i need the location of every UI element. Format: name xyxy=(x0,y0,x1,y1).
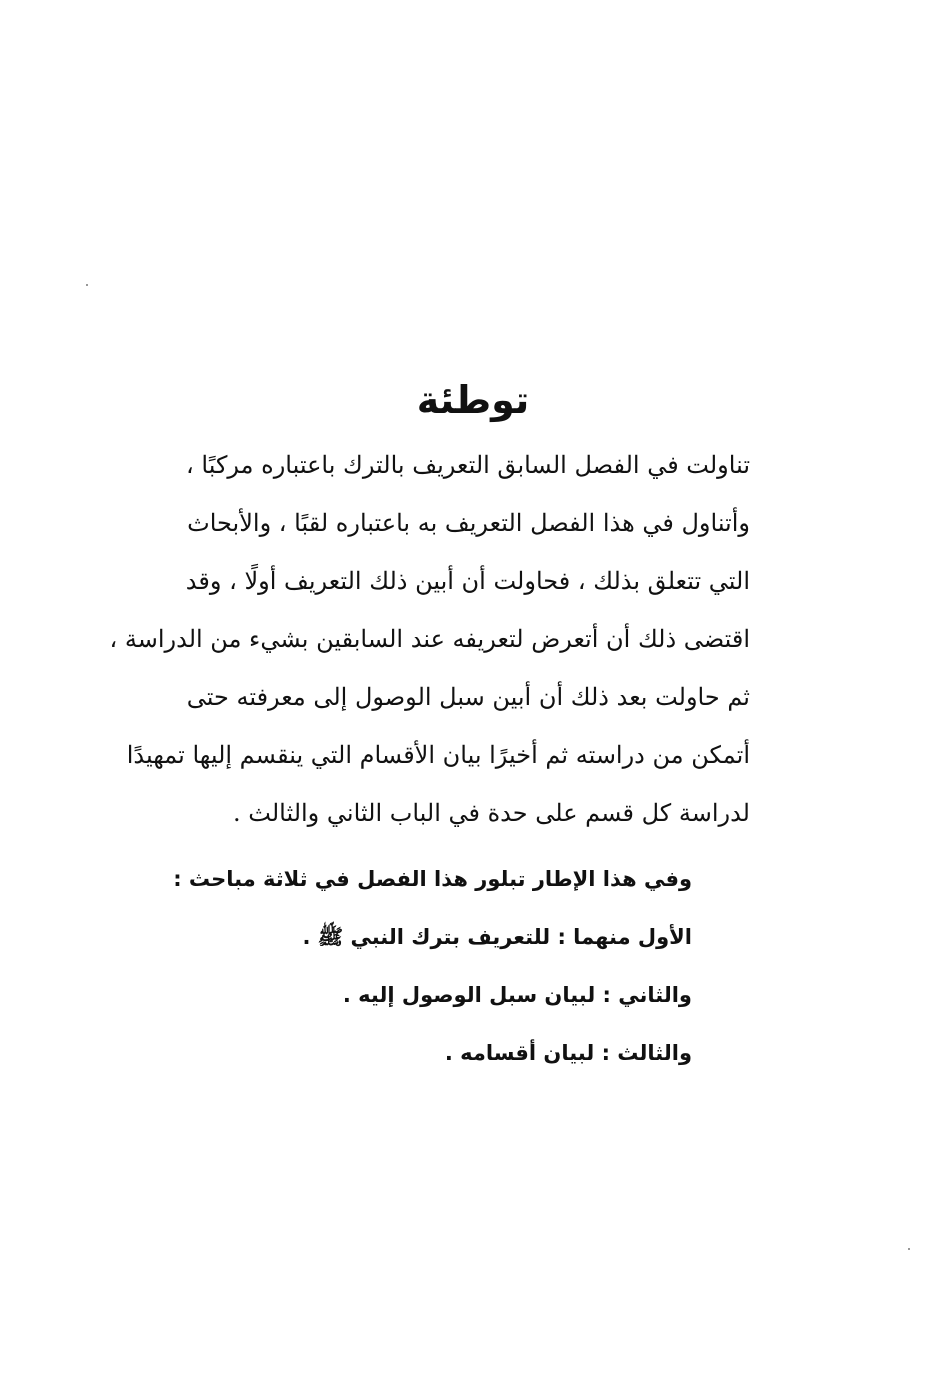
scan-speck xyxy=(86,284,88,286)
intro-paragraph xyxy=(109,436,750,842)
topic-second: والثاني : لبيان سبل الوصول إليه . xyxy=(342,983,692,1007)
paragraph-line-5: ثم حاولت بعد ذلك أن أبين سبل الوصول إلى معرفته حتى xyxy=(186,683,750,711)
paragraph-line-1: تناولت في الفصل السابق التعريف بالترك باعتباره مركبًا ، xyxy=(186,451,750,479)
section-title: توطئة xyxy=(416,378,530,422)
topics-list xyxy=(172,850,692,1082)
paragraph-line-4: اقتضى ذلك أن أتعرض لتعريفه عند السابقين بشيء من الدراسة ، xyxy=(109,625,750,653)
paragraph-line-2: وأتناول في هذا الفصل التعريف به باعتباره لقبًا ، والأبحاث xyxy=(187,509,750,537)
topic-first: الأول منهما : للتعريف بترك النبي ﷺ . xyxy=(302,925,692,949)
paragraph-line-3: التي تتعلق بذلك ، فحاولت أن أبين ذلك التعريف أولًا ، وقد xyxy=(185,567,750,595)
topic-third: والثالث : لبيان أقسامه . xyxy=(444,1041,692,1065)
scan-speck xyxy=(908,1248,910,1250)
paragraph-line-7: لدراسة كل قسم على حدة في الباب الثاني والثالث . xyxy=(233,799,750,827)
paragraph-line-6: أتمكن من دراسته ثم أخيرًا بيان الأقسام التي ينقسم إليها تمهيدًا xyxy=(126,741,750,769)
topics-intro: وفي هذا الإطار تبلور هذا الفصل في ثلاثة مباحث : xyxy=(173,867,692,891)
